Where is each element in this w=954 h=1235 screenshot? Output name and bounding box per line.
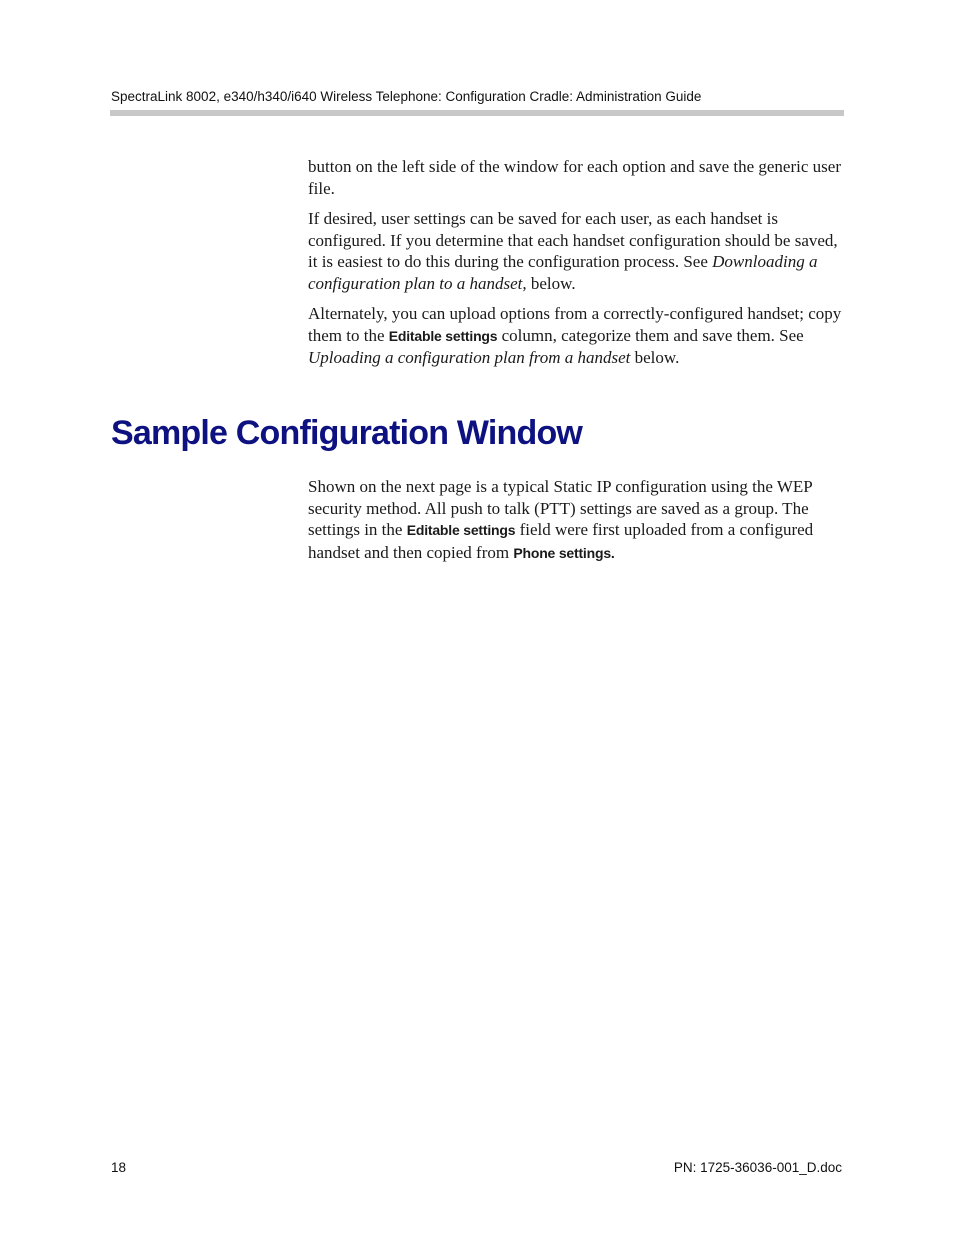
intro-paragraph-2 <box>308 208 848 294</box>
intro-text-block <box>308 156 848 378</box>
page-number: 18 <box>111 1160 127 1175</box>
section-paragraph-1 <box>308 476 848 564</box>
intro-paragraph-3-end: below. <box>630 348 680 367</box>
intro-paragraph-3-mid: column, categorize them and save them. See <box>497 325 804 345</box>
ui-term-editable-settings-2: Editable settings <box>406 522 516 538</box>
intro-paragraph-2-end: below. <box>526 273 576 293</box>
section-paragraph-1-mid: field were first uploaded from a configured handset and then copied from <box>308 520 814 562</box>
cross-reference-uploading: Uploading a configuration plan from a handset <box>308 348 631 367</box>
ui-term-editable-settings: Editable settings <box>388 327 498 344</box>
intro-paragraph-3-text: Alternately, you can upload options from a correctly-configured handset; copy them to the <box>308 304 842 345</box>
intro-paragraph-3 <box>308 303 848 369</box>
ui-term-phone-settings: Phone settings. <box>513 544 615 561</box>
section-paragraph-1-text: Shown on the next page is a typical Static IP configuration using the WEP security method. All push to talk (PTT) settings are saved as a group. The settings in the <box>308 477 813 539</box>
running-header: SpectraLink 8002, e340/h340/i640 Wireless Telephone: Configuration Cradle: Administration Guide <box>111 89 702 104</box>
intro-paragraph-2-text: If desired, user settings can be saved for each user, as each handset is configured. If you determine that each handset configuration should be saved, it is easiest to do this during the configuration process. See <box>308 209 838 271</box>
header-rule <box>110 110 844 116</box>
section-heading: Sample Configuration Window <box>111 414 583 452</box>
section-text-block <box>308 476 848 573</box>
part-number: PN: 1725-36036-001_D.doc <box>673 1160 842 1175</box>
cross-reference-downloading: Downloading a configuration plan to a handset, <box>308 252 818 293</box>
intro-paragraph-1: button on the left side of the window for each option and save the generic user file. <box>308 157 841 198</box>
